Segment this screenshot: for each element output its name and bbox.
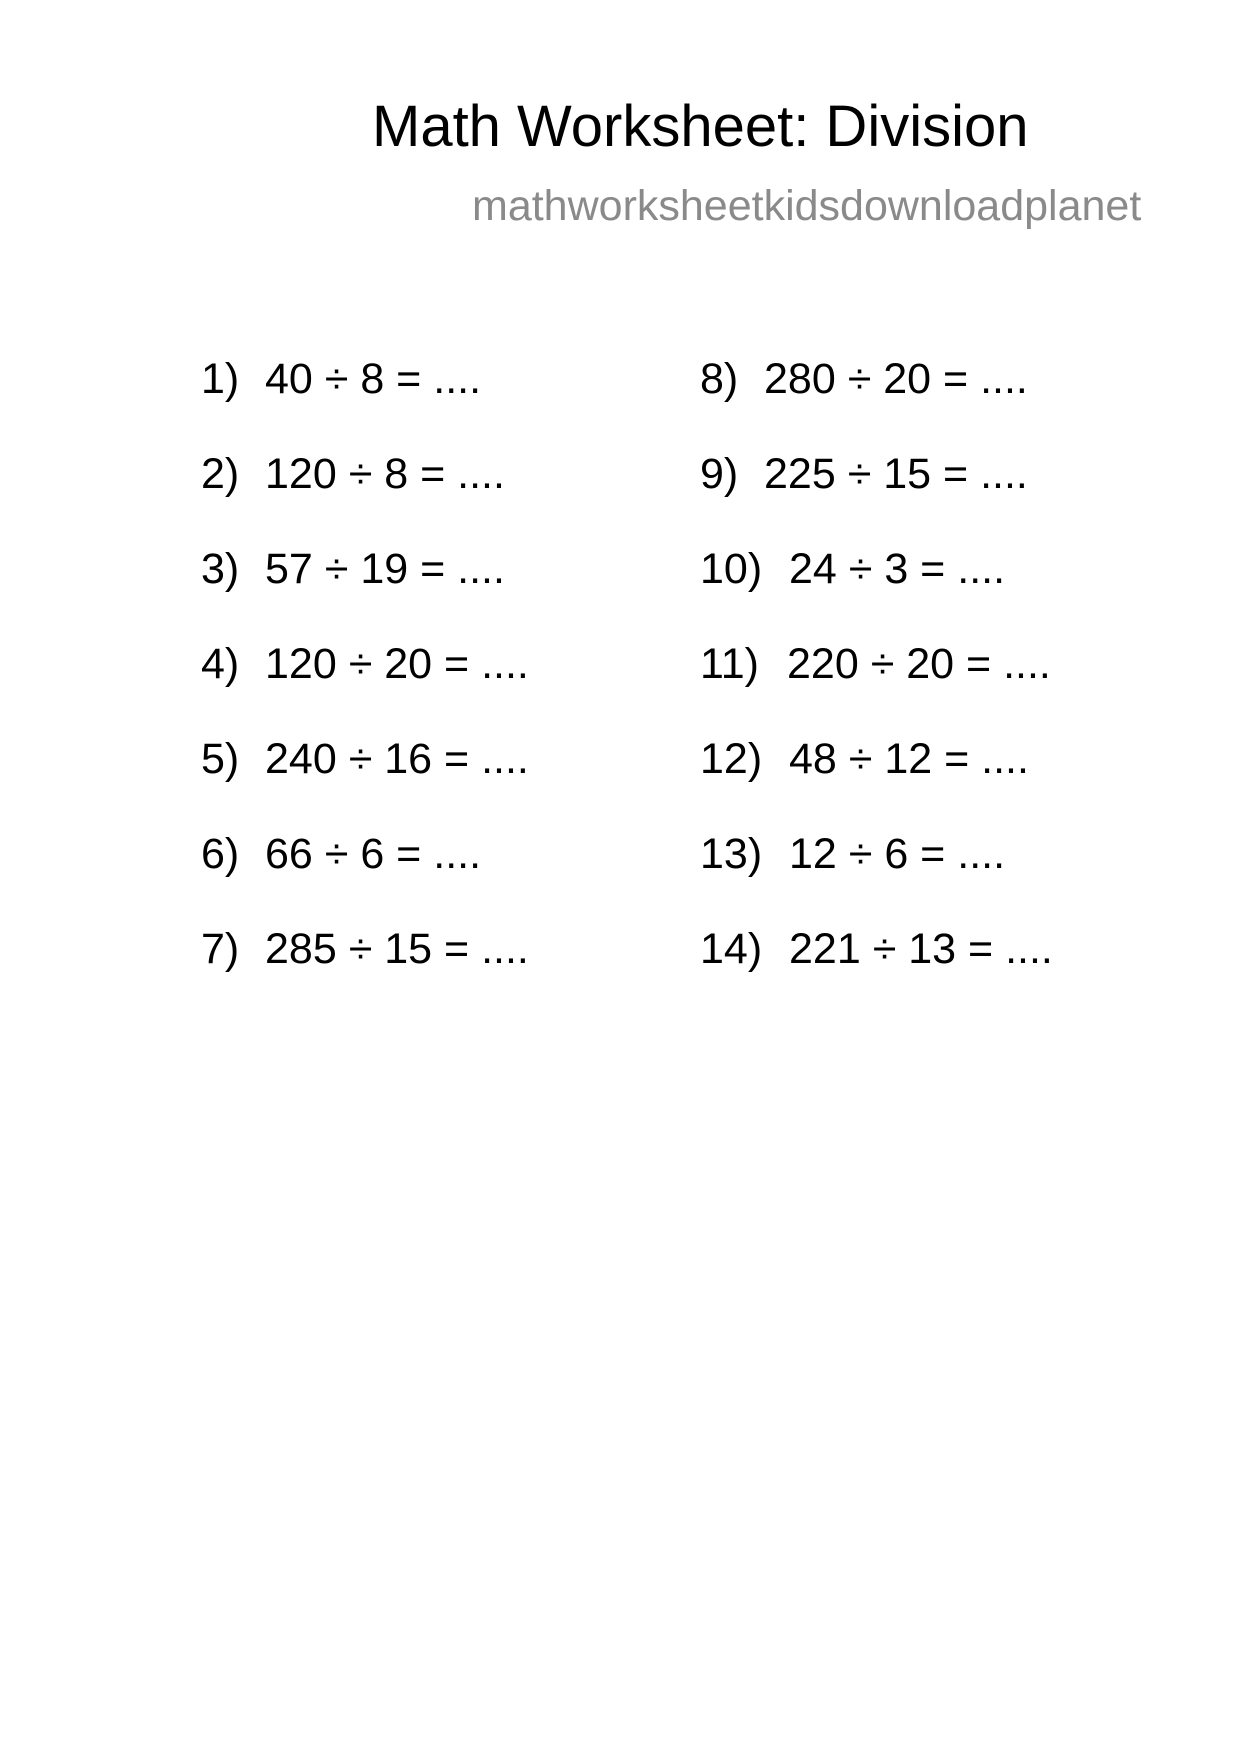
problem-expression: 221 ÷ 13 = .... [789,925,1053,973]
problem-item [700,355,1028,403]
problem-expression: 48 ÷ 12 = .... [789,735,1029,783]
problem-number: 5) [201,735,240,783]
worksheet-title: Math Worksheet: Division [372,94,1029,159]
problem-expression: 120 ÷ 20 = .... [265,640,529,688]
problem-number: 3) [201,545,240,593]
problem-item [700,545,1006,593]
problem-number: 14) [700,925,763,973]
problem-item [700,640,1051,688]
problem-item [201,545,505,593]
problem-item [201,450,505,498]
problem-number: 2) [201,450,240,498]
problem-expression: 220 ÷ 20 = .... [787,640,1051,688]
problem-expression: 240 ÷ 16 = .... [265,735,529,783]
problem-expression: 40 ÷ 8 = .... [265,355,482,403]
problem-number: 4) [201,640,240,688]
problem-expression: 24 ÷ 3 = .... [789,545,1006,593]
problem-number: 13) [700,830,763,878]
problem-item [201,355,482,403]
problem-number: 7) [201,925,240,973]
problem-number: 12) [700,735,763,783]
problem-item [201,830,482,878]
problem-expression: 120 ÷ 8 = .... [265,450,505,498]
problem-item [201,925,529,973]
problem-expression: 66 ÷ 6 = .... [265,830,482,878]
problem-expression: 280 ÷ 20 = .... [764,355,1028,403]
problem-item [700,735,1029,783]
problem-expression: 285 ÷ 15 = .... [265,925,529,973]
problem-item [700,830,1006,878]
problem-number: 8) [700,355,739,403]
problem-item [201,640,529,688]
problem-item [201,735,529,783]
problem-item [700,925,1053,973]
problem-item [700,450,1028,498]
worksheet-subtitle: mathworksheetkidsdownloadplanet [472,182,1142,230]
problem-number: 9) [700,450,739,498]
problem-number: 6) [201,830,240,878]
problem-expression: 12 ÷ 6 = .... [789,830,1006,878]
problem-expression: 225 ÷ 15 = .... [764,450,1028,498]
problem-number: 10) [700,545,763,593]
problem-number: 1) [201,355,240,403]
problem-number: 11) [700,640,759,688]
problem-expression: 57 ÷ 19 = .... [265,545,505,593]
